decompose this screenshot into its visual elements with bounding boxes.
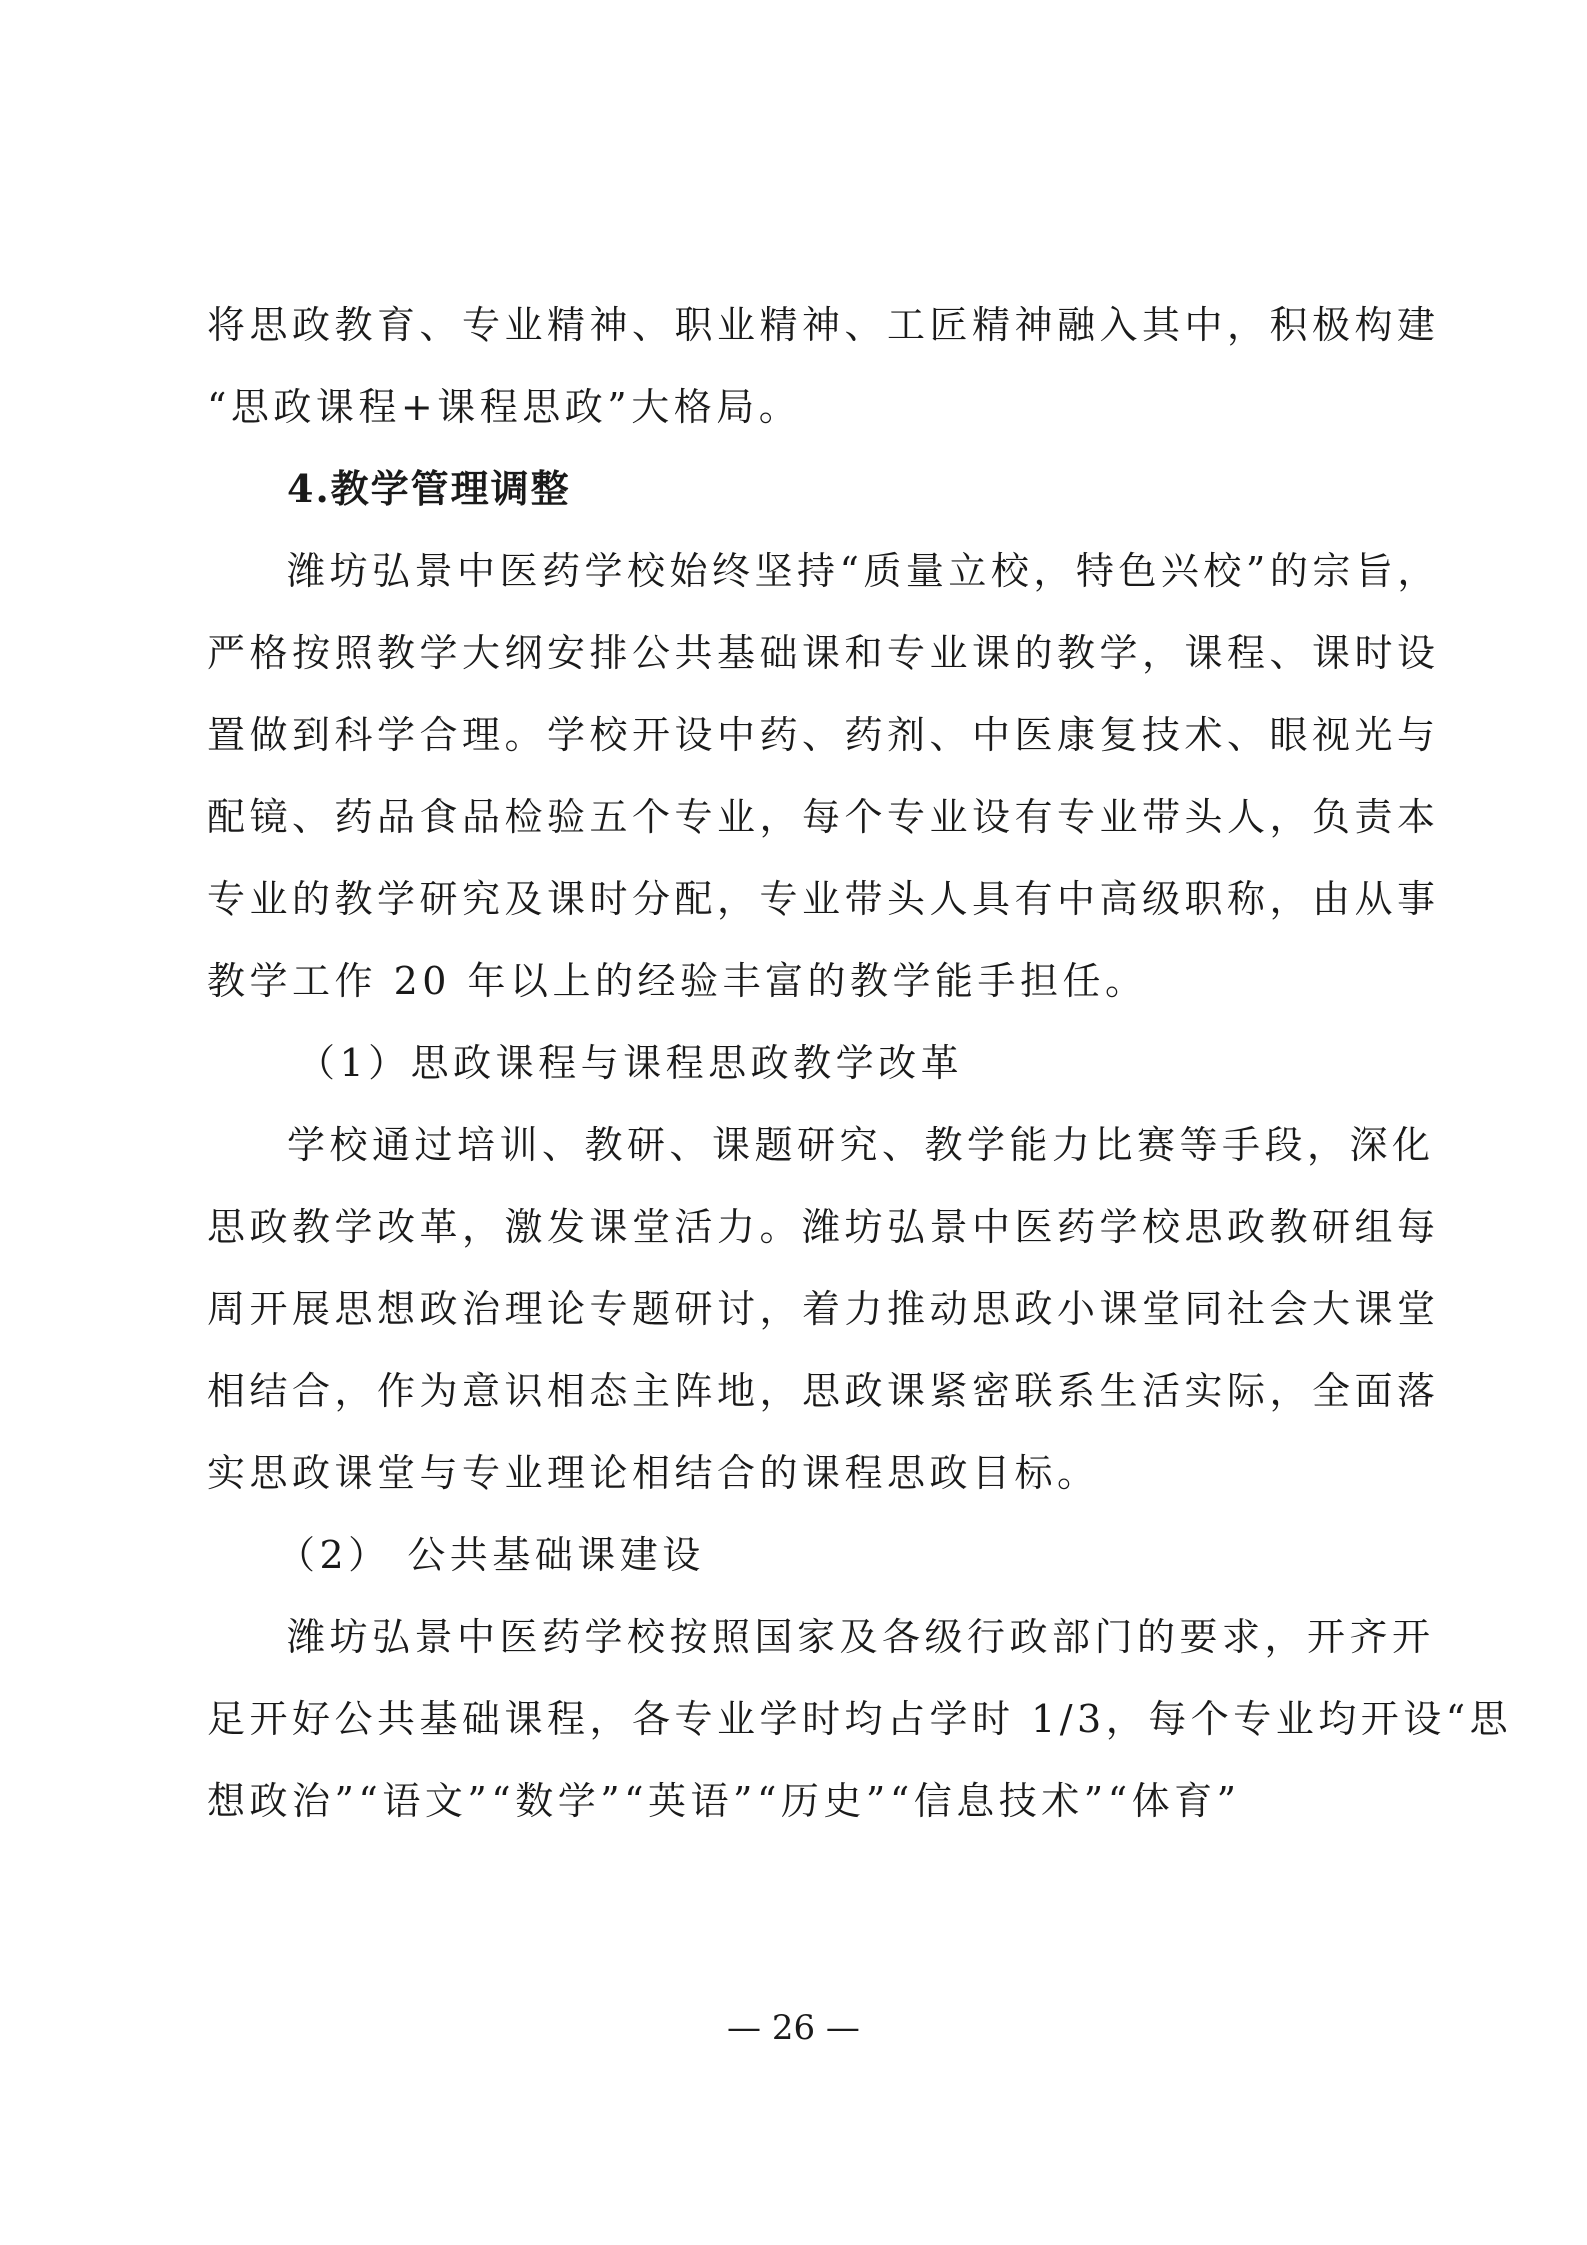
paragraph-first-line: 潍坊弘景中医药学校按照国家及各级行政部门的要求，开齐开 (287, 1615, 1435, 1659)
body-line: 配镜、药品食品检验五个专业，每个专业设有专业带头人，负责本 (207, 795, 1440, 839)
body-line: 将思政教育、专业精神、职业精神、工匠精神融入其中，积极构建 (207, 303, 1440, 347)
body-line: 相结合，作为意识相态主阵地，思政课紧密联系生活实际，全面落 (207, 1369, 1440, 1413)
paragraph-first-line: 潍坊弘景中医药学校始终坚持“质量立校，特色兴校”的宗旨， (287, 549, 1440, 593)
body-line: 周开展思想政治理论专题研讨，着力推动思政小课堂同社会大课堂 (207, 1287, 1440, 1331)
body-line: 教学工作 20 年以上的经验丰富的教学能手担任。 (207, 959, 1148, 1003)
body-line: 足开好公共基础课程，各专业学时均占学时 1/3，每个专业均开设“思 (207, 1697, 1513, 1741)
page-body (207, 284, 1513, 1842)
body-line: “思政课程+课程思政”大格局。 (207, 385, 802, 429)
subsection-heading: （2） 公共基础课建设 (277, 1533, 705, 1577)
body-line: 思政教学改革，激发课堂活力。潍坊弘景中医药学校思政教研组每 (207, 1205, 1440, 1249)
paragraph-first-line: 学校通过培训、教研、课题研究、教学能力比赛等手段，深化 (287, 1123, 1435, 1167)
section-heading: 4.教学管理调整 (287, 466, 571, 511)
body-line: 严格按照教学大纲安排公共基础课和专业课的教学，课程、课时设 (207, 631, 1440, 675)
body-line: 置做到科学合理。学校开设中药、药剂、中医康复技术、眼视光与 (207, 713, 1440, 757)
subsection-heading: （1）思政课程与课程思政教学改革 (297, 1041, 964, 1085)
page-number: — 26 — (727, 2008, 860, 2048)
body-line: 实思政课堂与专业理论相结合的课程思政目标。 (207, 1451, 1100, 1495)
body-line: 专业的教学研究及课时分配，专业带头人具有中高级职称，由从事 (207, 877, 1440, 921)
body-line: 想政治”“语文”“数学”“英语”“历史”“信息技术”“体育” (207, 1779, 1241, 1823)
